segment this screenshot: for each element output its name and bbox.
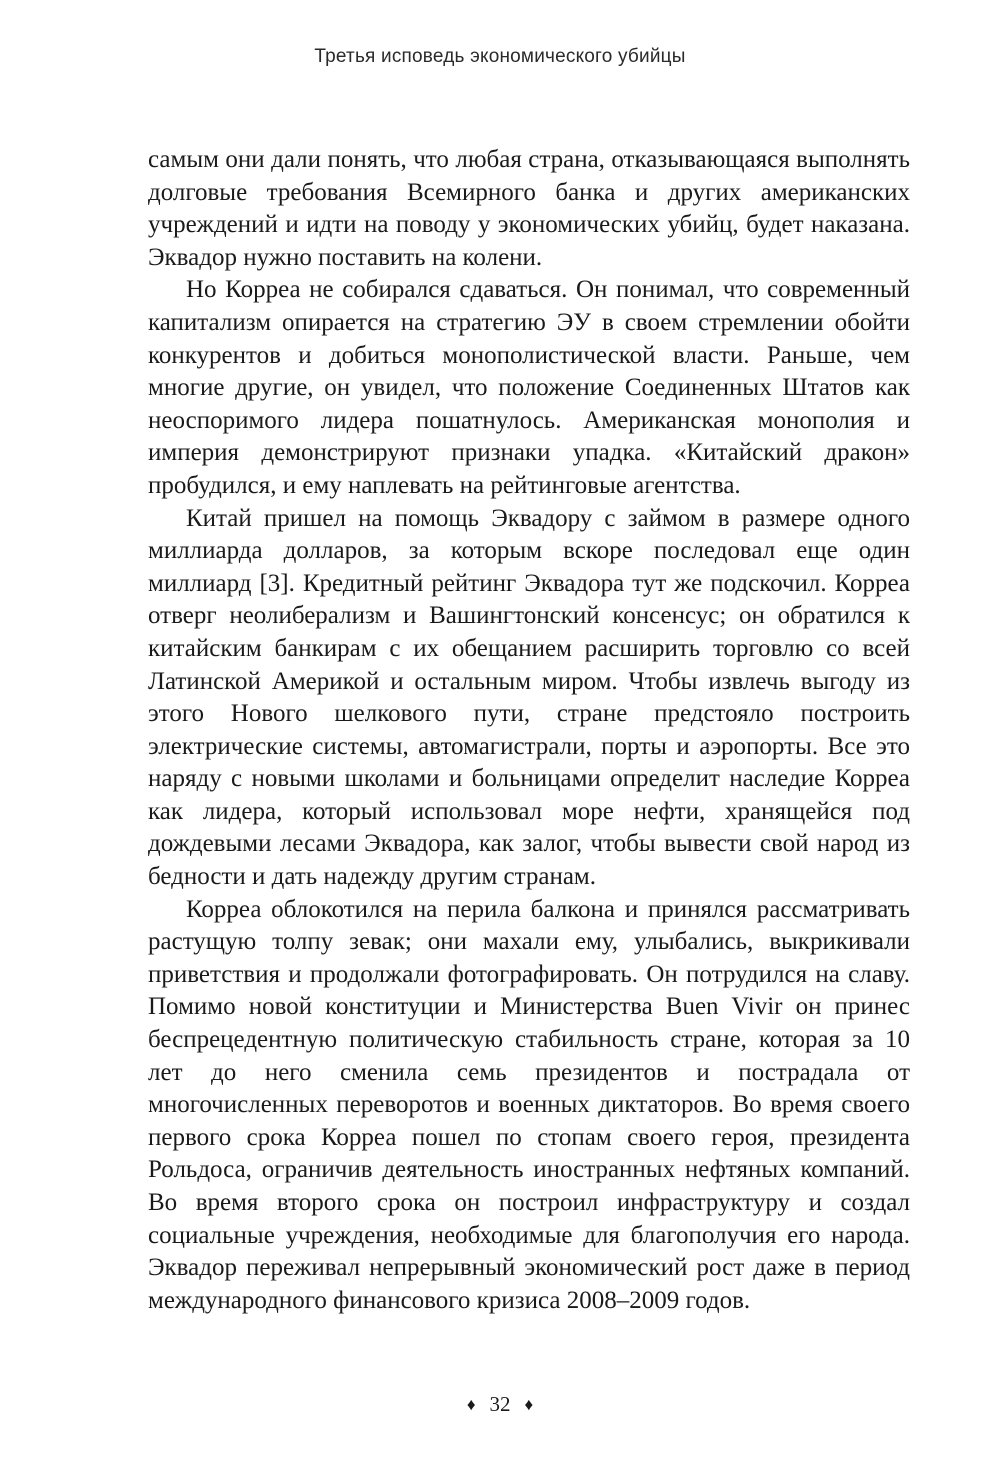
paragraph-continuation: самым они дали понять, что любая страна, отказывающаяся выполнять долговые требования Всемирного банка и других американских учреждений и идти на поводу у экономических убийц, будет наказана. Эквадор нужно поставить на колени.: [148, 146, 910, 271]
diamond-ornament-icon: ♦: [524, 1395, 534, 1414]
page-number: 32: [489, 1392, 511, 1416]
page-footer: [0, 1392, 1000, 1417]
paragraph-china-loan: Китай пришел на помощь Эквадору с займом в размере одного миллиарда долларов, за которым вскоре последовал еще один миллиард [3]. Кредитный рейтинг Эквадора тут же подскочил. Корреа отверг неолиберализм и Вашингтонский консенсус; он обратился к китайским банкирам с их обещанием расширить торговлю со всей Латинской Америкой и остальным миром. Чтобы извлечь выгоду из этого Нового шелкового пути, стране предстояло построить электрические системы, автомагистрали, порты и аэропорты. Все это наряду с новыми школами и больницами определит наследие Корреа как лидера, который использовал море нефти, хранящейся под дождевыми лесами Эквадора, как залог, чтобы вывести свой народ из бедности и дать надежду другим странам.: [148, 504, 910, 891]
diamond-ornament-icon: ♦: [466, 1395, 476, 1414]
running-header: Третья исповедь экономического убийцы: [314, 46, 686, 67]
body-text: [148, 144, 910, 1317]
paragraph-correa-capitalism: Но Корреа не собирался сдаваться. Он понимал, что современный капитализм опирается на стратегию ЭУ в своем стремлении обойти конкурентов и добиться монополистической власти. Раньше, чем многие другие, он увидел, что положение Соединенных Штатов как неоспоримого лидера пошатнулось. Американская монополия и империя демонстрируют признаки упадка. «Китайский дракон» пробудился, и ему наплевать на рейтинговые агентства.: [148, 276, 910, 499]
paragraph-correa-balcony: Корреа облокотился на перила балкона и принялся рассматривать растущую толпу зевак; они махали ему, улыбались, выкрикивали приветствия и продолжали фотографировать. Он потрудился на славу. Помимо новой конституции и Министерства Buen Vivir он принес беспрецедентную политическую стабильность стране, которая за 10 лет до него сменила семь президентов и пострадала от многочисленных переворотов и военных диктаторов. Во время своего первого срока Корреа пошел по стопам своего героя, президента Рольдоса, ограничив деятельность иностранных нефтяных компаний. Во время второго срока он построил инфраструктуру и создал социальные учреждения, необходимые для благополучия его народа. Эквадор переживал непрерывный экономический рост даже в период международного финансового кризиса 2008–2009 годов.: [148, 895, 910, 1314]
